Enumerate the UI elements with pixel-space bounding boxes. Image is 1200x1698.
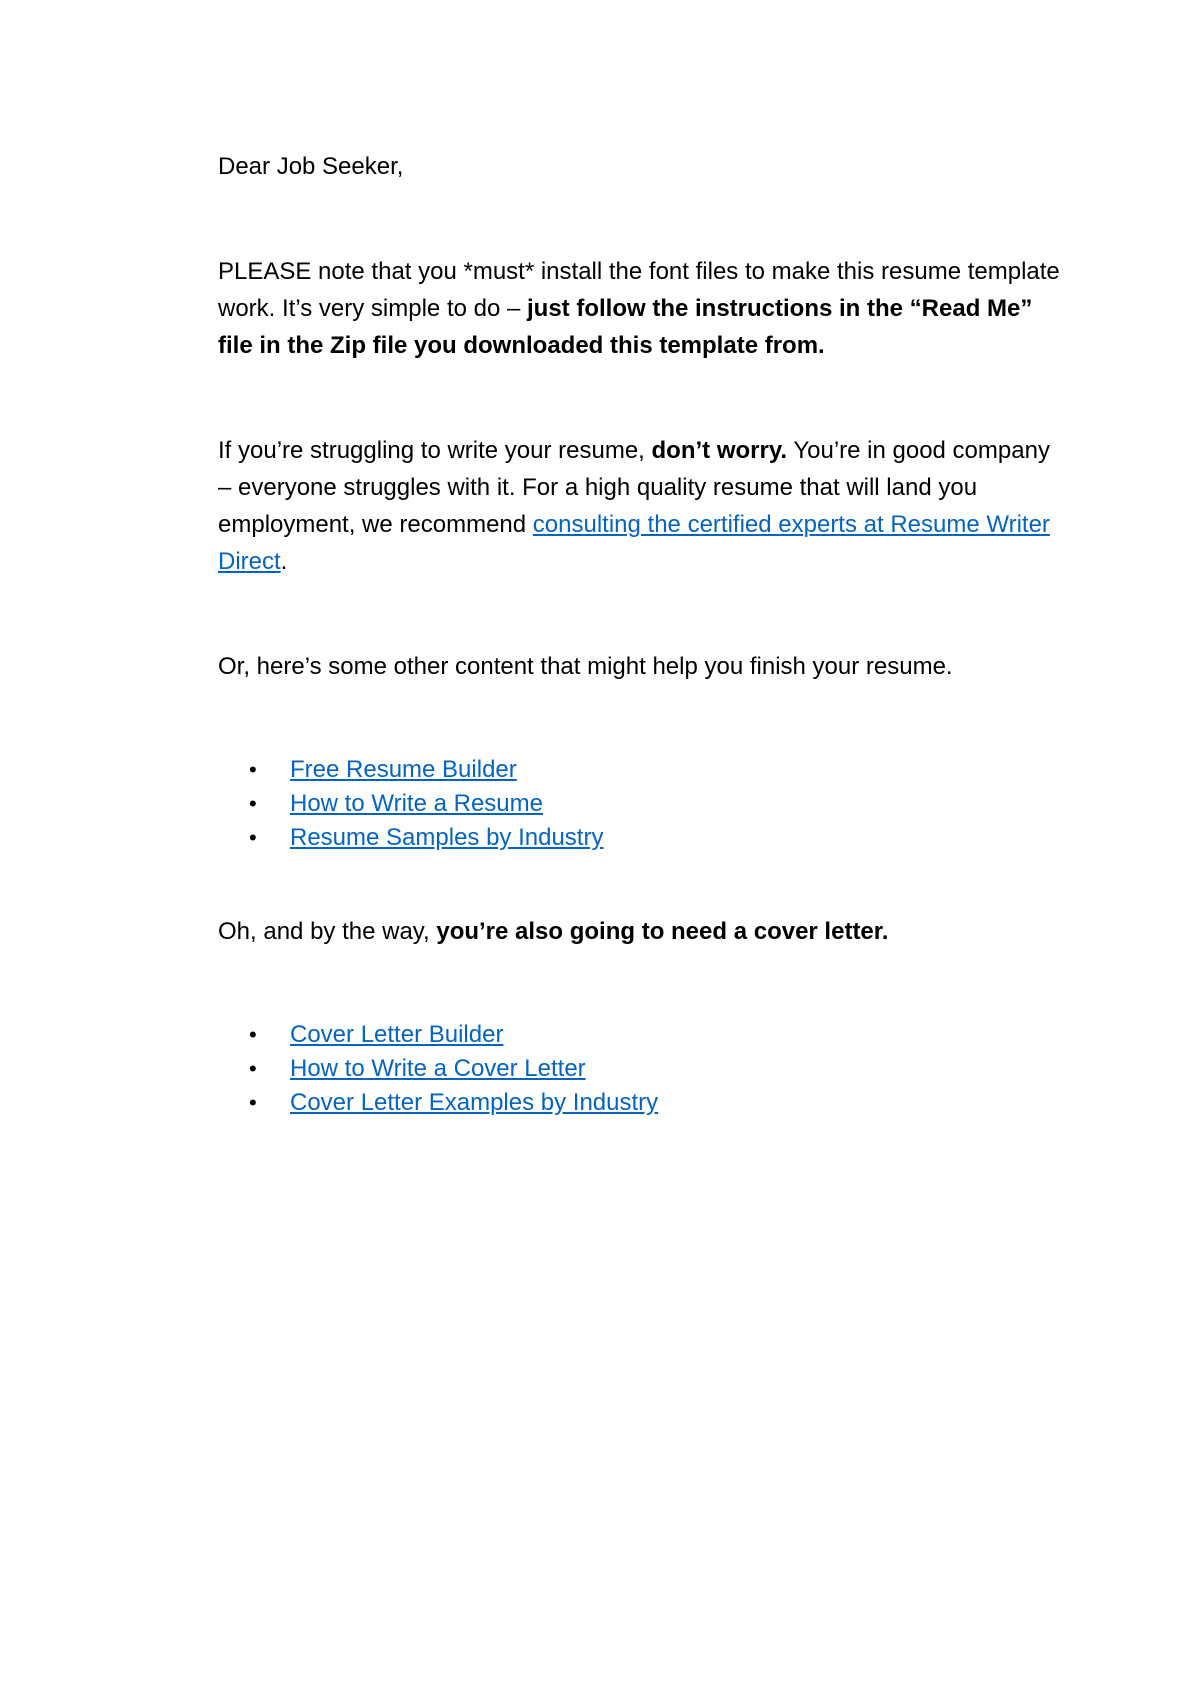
cover-letter-paragraph	[218, 913, 1068, 950]
resume-help-text-c: .	[280, 548, 288, 575]
bullet-icon: •	[249, 1056, 257, 1081]
resume-help-text-a: If you’re struggling to write your resume,	[218, 437, 652, 464]
letter-body	[218, 148, 1068, 1178]
resume-links-list	[218, 753, 1068, 855]
bullet-icon: •	[249, 1090, 257, 1115]
font-install-instructions: just follow the instructions in the “Read Me” file in the Zip file you downloaded this template from.	[218, 295, 1033, 359]
free-resume-builder-link[interactable]: Free Resume Builder	[290, 756, 517, 783]
how-to-write-cover-letter-link[interactable]: How to Write a Cover Letter	[290, 1055, 586, 1082]
bullet-icon: •	[249, 1022, 257, 1047]
resume-help-paragraph	[218, 432, 1068, 580]
cover-letter-links-list	[218, 1018, 1068, 1120]
bullet-icon: •	[249, 825, 257, 850]
dont-worry-text: don’t worry.	[651, 437, 788, 464]
cover-letter-examples-link[interactable]: Cover Letter Examples by Industry	[290, 1089, 659, 1116]
list-item	[218, 821, 1068, 855]
cover-letter-builder-link[interactable]: Cover Letter Builder	[290, 1021, 504, 1048]
list-item	[218, 787, 1068, 821]
bullet-icon: •	[249, 757, 257, 782]
list-item	[218, 1018, 1068, 1052]
resume-samples-link[interactable]: Resume Samples by Industry	[290, 824, 604, 851]
cover-letter-text: Oh, and by the way,	[218, 918, 437, 945]
cover-letter-bold-text: you’re also going to need a cover letter.	[436, 918, 889, 945]
list-item	[218, 753, 1068, 787]
other-content-paragraph: Or, here’s some other content that might help you finish your resume.	[218, 653, 953, 680]
how-to-write-resume-link[interactable]: How to Write a Resume	[290, 790, 543, 817]
resume-writer-direct-link[interactable]: consulting the certified experts at Resume Writer Direct	[218, 511, 1050, 575]
list-item	[218, 1086, 1068, 1120]
resume-help-text-b: You’re in good company – everyone struggles with it. For a high quality resume that will land you employment, we recommend	[218, 437, 1050, 538]
list-item	[218, 1052, 1068, 1086]
salutation: Dear Job Seeker,	[218, 153, 404, 180]
font-install-text: PLEASE note that you *must* install the font files to make this resume template work. It’s very simple to do –	[218, 258, 1060, 322]
bullet-icon: •	[249, 791, 257, 816]
font-install-paragraph	[218, 253, 1068, 364]
